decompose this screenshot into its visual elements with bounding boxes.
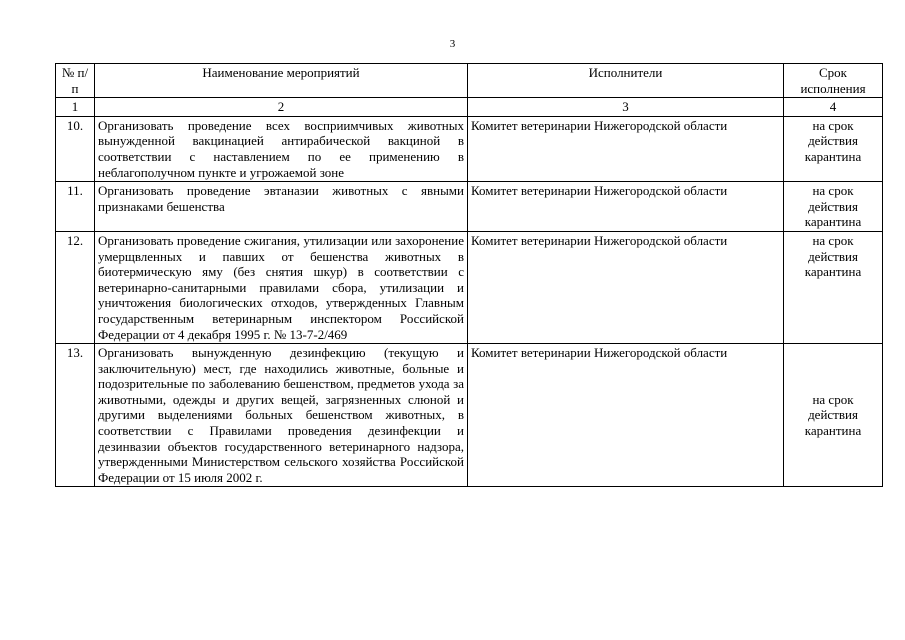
- row-number: 10.: [56, 116, 95, 181]
- header-num: № п/п: [56, 64, 95, 98]
- header-term: Срок исполнения: [784, 64, 883, 98]
- header-name: Наименование мероприятий: [95, 64, 468, 98]
- column-number-row: [56, 98, 883, 117]
- column-number: 2: [95, 98, 468, 117]
- measures-table: [55, 63, 883, 487]
- row-term: на срок действия карантина: [784, 231, 883, 343]
- row-term: на срок действия карантина: [784, 344, 883, 487]
- table-row: [56, 116, 883, 181]
- row-number: 11.: [56, 182, 95, 232]
- table-header-row: [56, 64, 883, 98]
- row-description: Организовать проведение всех восприимчивых животных вынужденной вакцинацией антирабической вакциной в соответствии с наставлением по ее применению в неблагополучном пункте и угрожаемой зоне: [95, 116, 468, 181]
- table-row: [56, 344, 883, 487]
- row-executor: Комитет ветеринарии Нижегородской области: [468, 182, 784, 232]
- row-description: Организовать проведение сжигания, утилизации или захоронение умерщвленных и павших от бешенства животных в биотермическую яму (без снятия шкур) в соответствии с ветеринарно-санитарными правилами сбора, утилизации и уничтожения биологических отходов, утвержденных Главным государственным ветеринарным инспектором Российской Федерации от 4 декабря 1995 г. № 13-7-2/469: [95, 231, 468, 343]
- header-executors: Исполнители: [468, 64, 784, 98]
- row-executor: Комитет ветеринарии Нижегородской области: [468, 344, 784, 487]
- row-term: на срок действия карантина: [784, 116, 883, 181]
- column-number: 4: [784, 98, 883, 117]
- row-number: 13.: [56, 344, 95, 487]
- column-number: 3: [468, 98, 784, 117]
- page-number: 3: [449, 38, 456, 50]
- column-number: 1: [56, 98, 95, 117]
- row-number: 12.: [56, 231, 95, 343]
- table-row: [56, 231, 883, 343]
- row-description: Организовать проведение эвтаназии животных с явными признаками бешенства: [95, 182, 468, 232]
- row-term: на срок действия карантина: [784, 182, 883, 232]
- row-executor: Комитет ветеринарии Нижегородской области: [468, 116, 784, 181]
- table-row: [56, 182, 883, 232]
- row-executor: Комитет ветеринарии Нижегородской области: [468, 231, 784, 343]
- row-description: Организовать вынужденную дезинфекцию (текущую и заключительную) мест, где находились животные, больные и подозрительные по заболеванию бешенством, предметов ухода за животными, одежды и других вещей, загрязненных слюной и другими выделениями больных бешенством животных, в соответствии с Правилами проведения дезинфекции и дезинвазии объектов государственного ветеринарного надзора, утвержденными Министерством сельского хозяйства Российской Федерации от 15 июля 2002 г.: [95, 344, 468, 487]
